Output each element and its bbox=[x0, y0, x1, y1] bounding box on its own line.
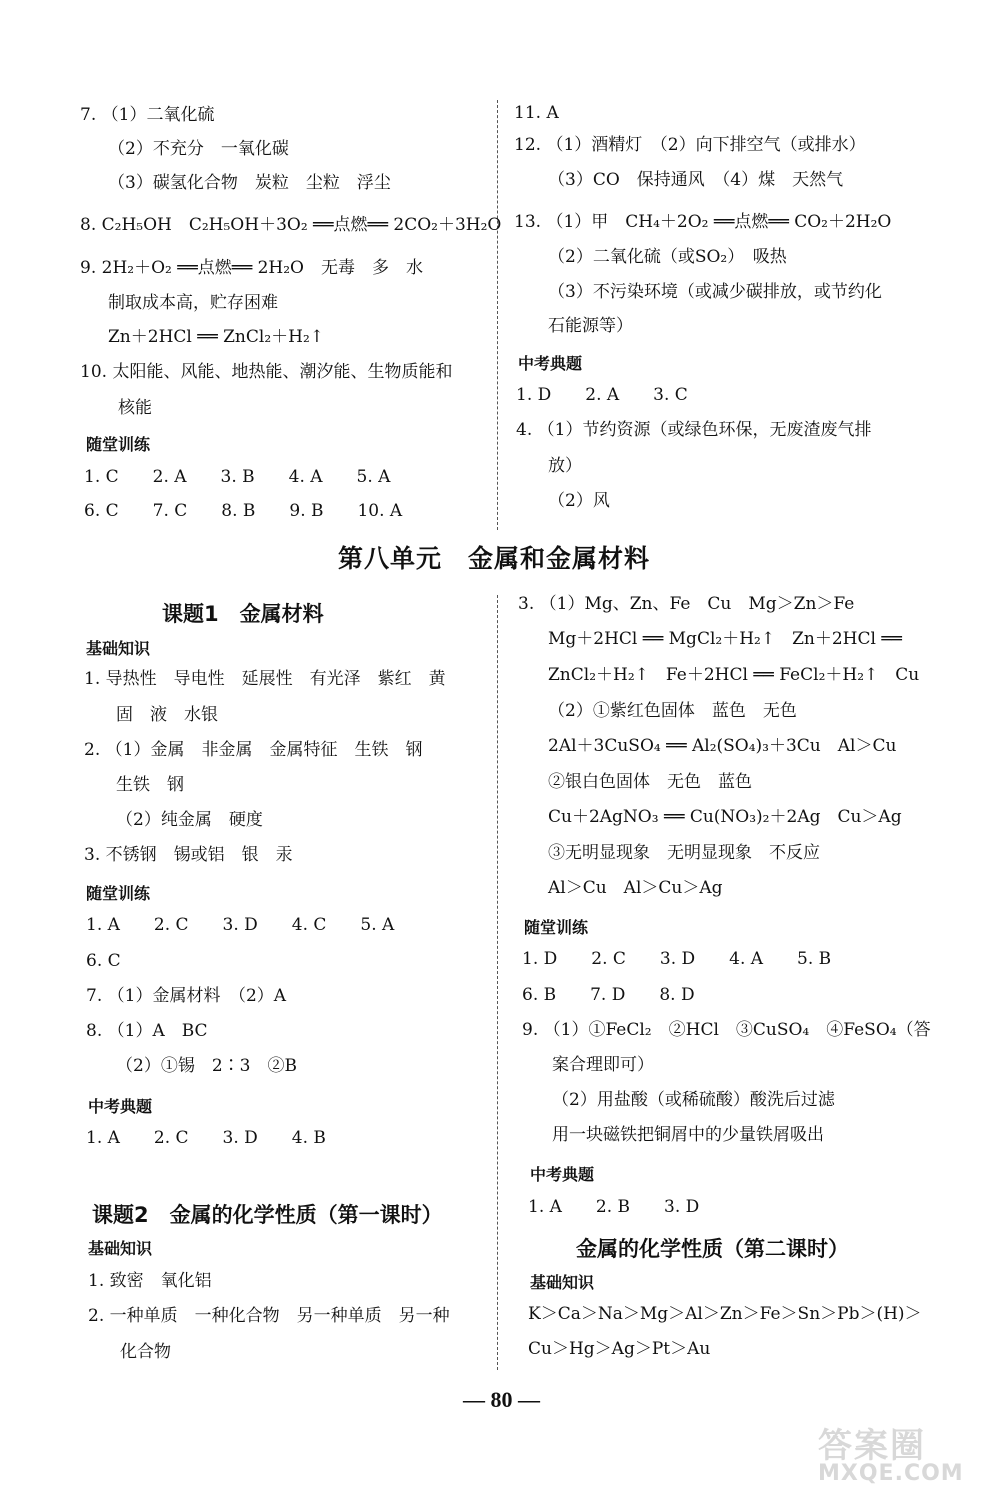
lesson-2-answer-2: 2. 一种单质 一种化合物 另一种单质 另一种 bbox=[88, 1306, 450, 1326]
exam-row-1: 1. D 2. A 3. C bbox=[516, 385, 688, 405]
section-heading-basics: 基础知识 bbox=[86, 639, 151, 658]
section-heading-exam-2: 中考典题 bbox=[88, 1097, 153, 1116]
practice-2-row-2: 6. C bbox=[86, 951, 121, 971]
practice-2-row-1: 1. A 2. C 3. D 4. C 5. A bbox=[86, 915, 395, 935]
answer-13-3: （3）不污染环境（或减少碳排放，或节约化 bbox=[548, 282, 882, 302]
column-divider-top bbox=[497, 100, 498, 530]
exam-answer-4-cont: 放） bbox=[548, 456, 582, 476]
exam-2-row-1: 1. A 2. C 3. D 4. B bbox=[86, 1128, 326, 1148]
q3-2-b-eq: Cu＋2AgNO₃ ══ Cu(NO₃)₂＋2Ag Cu＞Ag bbox=[548, 807, 902, 827]
column-divider-bottom bbox=[497, 595, 498, 1370]
section-heading-basics-2: 基础知识 bbox=[88, 1239, 153, 1258]
section-heading-basics-3: 基础知识 bbox=[530, 1273, 595, 1292]
basics-answer-1: 1. 导热性 导电性 延展性 有光泽 紫红 黄 bbox=[84, 669, 446, 689]
activity-series-2: Cu＞Hg＞Ag＞Pt＞Au bbox=[528, 1339, 711, 1359]
watermark-url: MXQE.COM bbox=[818, 1461, 964, 1486]
answer-10-cont: 核能 bbox=[118, 398, 152, 418]
page-number: — 80 — bbox=[463, 1387, 540, 1412]
practice-2-answer-7: 7. （1）金属材料 （2）A bbox=[86, 986, 287, 1006]
practice-row-1: 1. C 2. A 3. B 4. A 5. A bbox=[84, 467, 391, 487]
practice-2-answer-8: 8. （1）A BC bbox=[86, 1021, 208, 1041]
answer-7-3: （3）碳氢化合物 炭粒 尘粒 浮尘 bbox=[108, 173, 391, 193]
q3-1-eq2: ZnCl₂＋H₂↑ Fe＋2HCl ══ FeCl₂＋H₂↑ Cu bbox=[548, 665, 920, 685]
watermark-logo bbox=[818, 1418, 988, 1486]
section-heading-exam: 中考典题 bbox=[518, 354, 583, 373]
answer-13-2: （2）二氧化硫（或SO₂） 吸热 bbox=[548, 247, 787, 267]
answer-8: 8. C₂H₅OH C₂H₅OH＋3O₂ ══点燃══ 2CO₂＋3H₂O bbox=[80, 215, 502, 235]
section-heading-practice-2: 随堂训练 bbox=[86, 884, 151, 903]
answer-12-cont: （3）CO 保持通风 （4）煤 天然气 bbox=[548, 170, 844, 190]
answer-13: 13. （1）甲 CH₄＋2O₂ ══点燃══ CO₂＋2H₂O bbox=[514, 212, 892, 232]
answer-7-1: 7. （1）二氧化硫 bbox=[80, 105, 215, 125]
practice-3-answer-9: 9. （1）①FeCl₂ ②HCl ③CuSO₄ ④FeSO₄（答 bbox=[522, 1020, 931, 1040]
answer-7-2: （2）不充分 一氧化碳 bbox=[108, 139, 289, 159]
practice-row-2: 6. C 7. C 8. B 9. B 10. A bbox=[84, 501, 403, 521]
lesson-2-title: 课题2 金属的化学性质（第一课时） bbox=[92, 1203, 443, 1227]
basics-answer-2: 2. （1）金属 非金属 金属特征 生铁 钢 bbox=[84, 740, 423, 760]
lesson-2-answer-2-cont: 化合物 bbox=[120, 1342, 171, 1362]
section-heading-practice: 随堂训练 bbox=[86, 435, 151, 454]
practice-2-answer-8-2: （2）①锡 2∶3 ②B bbox=[116, 1056, 297, 1076]
lesson-2b-title: 金属的化学性质（第二课时） bbox=[576, 1237, 849, 1261]
watermark-text: 答案圈 bbox=[818, 1426, 926, 1466]
basics-answer-1-cont: 固 液 水银 bbox=[116, 705, 218, 725]
lesson-2-answer-1: 1. 致密 氧化铝 bbox=[88, 1271, 212, 1291]
basics-answer-3: 3. 不锈钢 锡或铝 银 汞 bbox=[84, 845, 293, 865]
practice-3-answer-9-3: 用一块磁铁把铜屑中的少量铁屑吸出 bbox=[552, 1125, 824, 1145]
practice-3-answer-9-cont: 案合理即可） bbox=[552, 1055, 654, 1075]
q3-2: （2）①紫红色固体 蓝色 无色 bbox=[548, 701, 797, 721]
q3-conclusion: Al＞Cu Al＞Cu＞Ag bbox=[548, 878, 723, 898]
practice-3-row-1: 1. D 2. C 3. D 4. A 5. B bbox=[522, 949, 832, 969]
practice-3-answer-9-2: （2）用盐酸（或稀硫酸）酸洗后过滤 bbox=[552, 1090, 835, 1110]
basics-answer-2-cont: 生铁 钢 bbox=[116, 775, 184, 795]
answer-10: 10. 太阳能、风能、地热能、潮汐能、生物质能和 bbox=[80, 362, 453, 382]
activity-series-1: K＞Ca＞Na＞Mg＞Al＞Zn＞Fe＞Sn＞Pb＞(H)＞ bbox=[528, 1304, 922, 1324]
lesson-1-title: 课题1 金属材料 bbox=[162, 602, 324, 626]
section-heading-exam-3: 中考典题 bbox=[530, 1165, 595, 1184]
q3-2-eq: 2Al＋3CuSO₄ ══ Al₂(SO₄)₃＋3Cu Al＞Cu bbox=[548, 736, 897, 756]
answer-9: 9. 2H₂＋O₂ ══点燃══ 2H₂O 无毒 多 水 bbox=[80, 258, 423, 278]
answer-11: 11. A bbox=[514, 103, 559, 123]
answer-12: 12. （1）酒精灯 （2）向下排空气（或排水） bbox=[514, 135, 866, 155]
basics-answer-2-2: （2）纯金属 硬度 bbox=[116, 810, 263, 830]
exam-answer-4-2: （2）风 bbox=[548, 491, 610, 511]
q3-2-c: ③无明显现象 无明显现象 不反应 bbox=[548, 843, 820, 863]
answer-9-note: 制取成本高，贮存困难 bbox=[108, 293, 278, 313]
q3-1-eq1: Mg＋2HCl ══ MgCl₂＋H₂↑ Zn＋2HCl ══ bbox=[548, 629, 902, 649]
exam-answer-4: 4. （1）节约资源（或绿色环保，无废渣废气排 bbox=[516, 420, 872, 440]
q3-1: 3. （1）Mg、Zn、Fe Cu Mg＞Zn＞Fe bbox=[518, 594, 855, 614]
answer-9-equation: Zn＋2HCl ══ ZnCl₂＋H₂↑ bbox=[108, 327, 325, 347]
unit-title: 第八单元 金属和金属材料 bbox=[338, 544, 651, 573]
exam-3-row-1: 1. A 2. B 3. D bbox=[528, 1197, 700, 1217]
answer-13-3-cont: 石能源等） bbox=[548, 316, 633, 336]
section-heading-practice-3: 随堂训练 bbox=[524, 918, 589, 937]
practice-3-row-2: 6. B 7. D 8. D bbox=[522, 985, 695, 1005]
q3-2-b: ②银白色固体 无色 蓝色 bbox=[548, 772, 752, 792]
